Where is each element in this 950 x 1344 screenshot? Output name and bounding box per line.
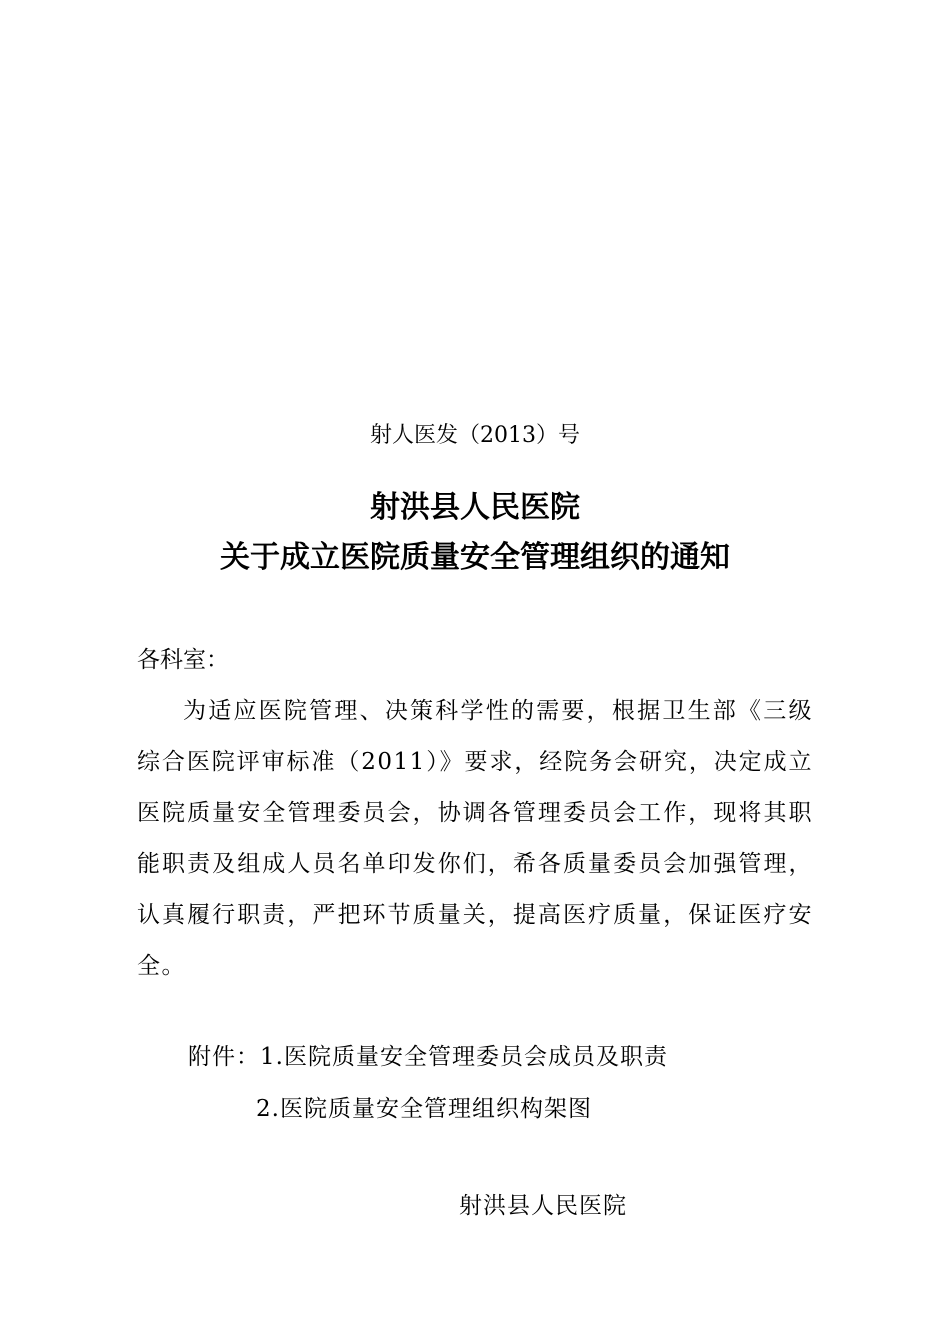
body-paragraph: 为适应医院管理、决策科学性的需要，根据卫生部《三级综合医院评审标准（2011）》要求，经院务会研究，决定成立医院质量安全管理委员会，协调各管理委员会工作，现将其职能职责及组成人员名单印发你们，希各质量委员会加强管理，认真履行职责，严把环节质量关，提高医疗质量，保证医疗安全。 <box>137 698 813 979</box>
title-organization: 射洪县人民医院 <box>370 490 580 525</box>
attachment-item-1: 附件：1.医院质量安全管理委员会成员及职责 <box>188 1044 668 1070</box>
document-number: 射人医发（2013）号 <box>370 423 580 448</box>
salutation: 各科室： <box>137 647 229 673</box>
signature-organization: 射洪县人民医院 <box>459 1193 627 1219</box>
title-subject: 关于成立医院质量安全管理组织的通知 <box>220 540 730 575</box>
attachment-item-2: 2.医院质量安全管理组织构架图 <box>256 1096 592 1122</box>
